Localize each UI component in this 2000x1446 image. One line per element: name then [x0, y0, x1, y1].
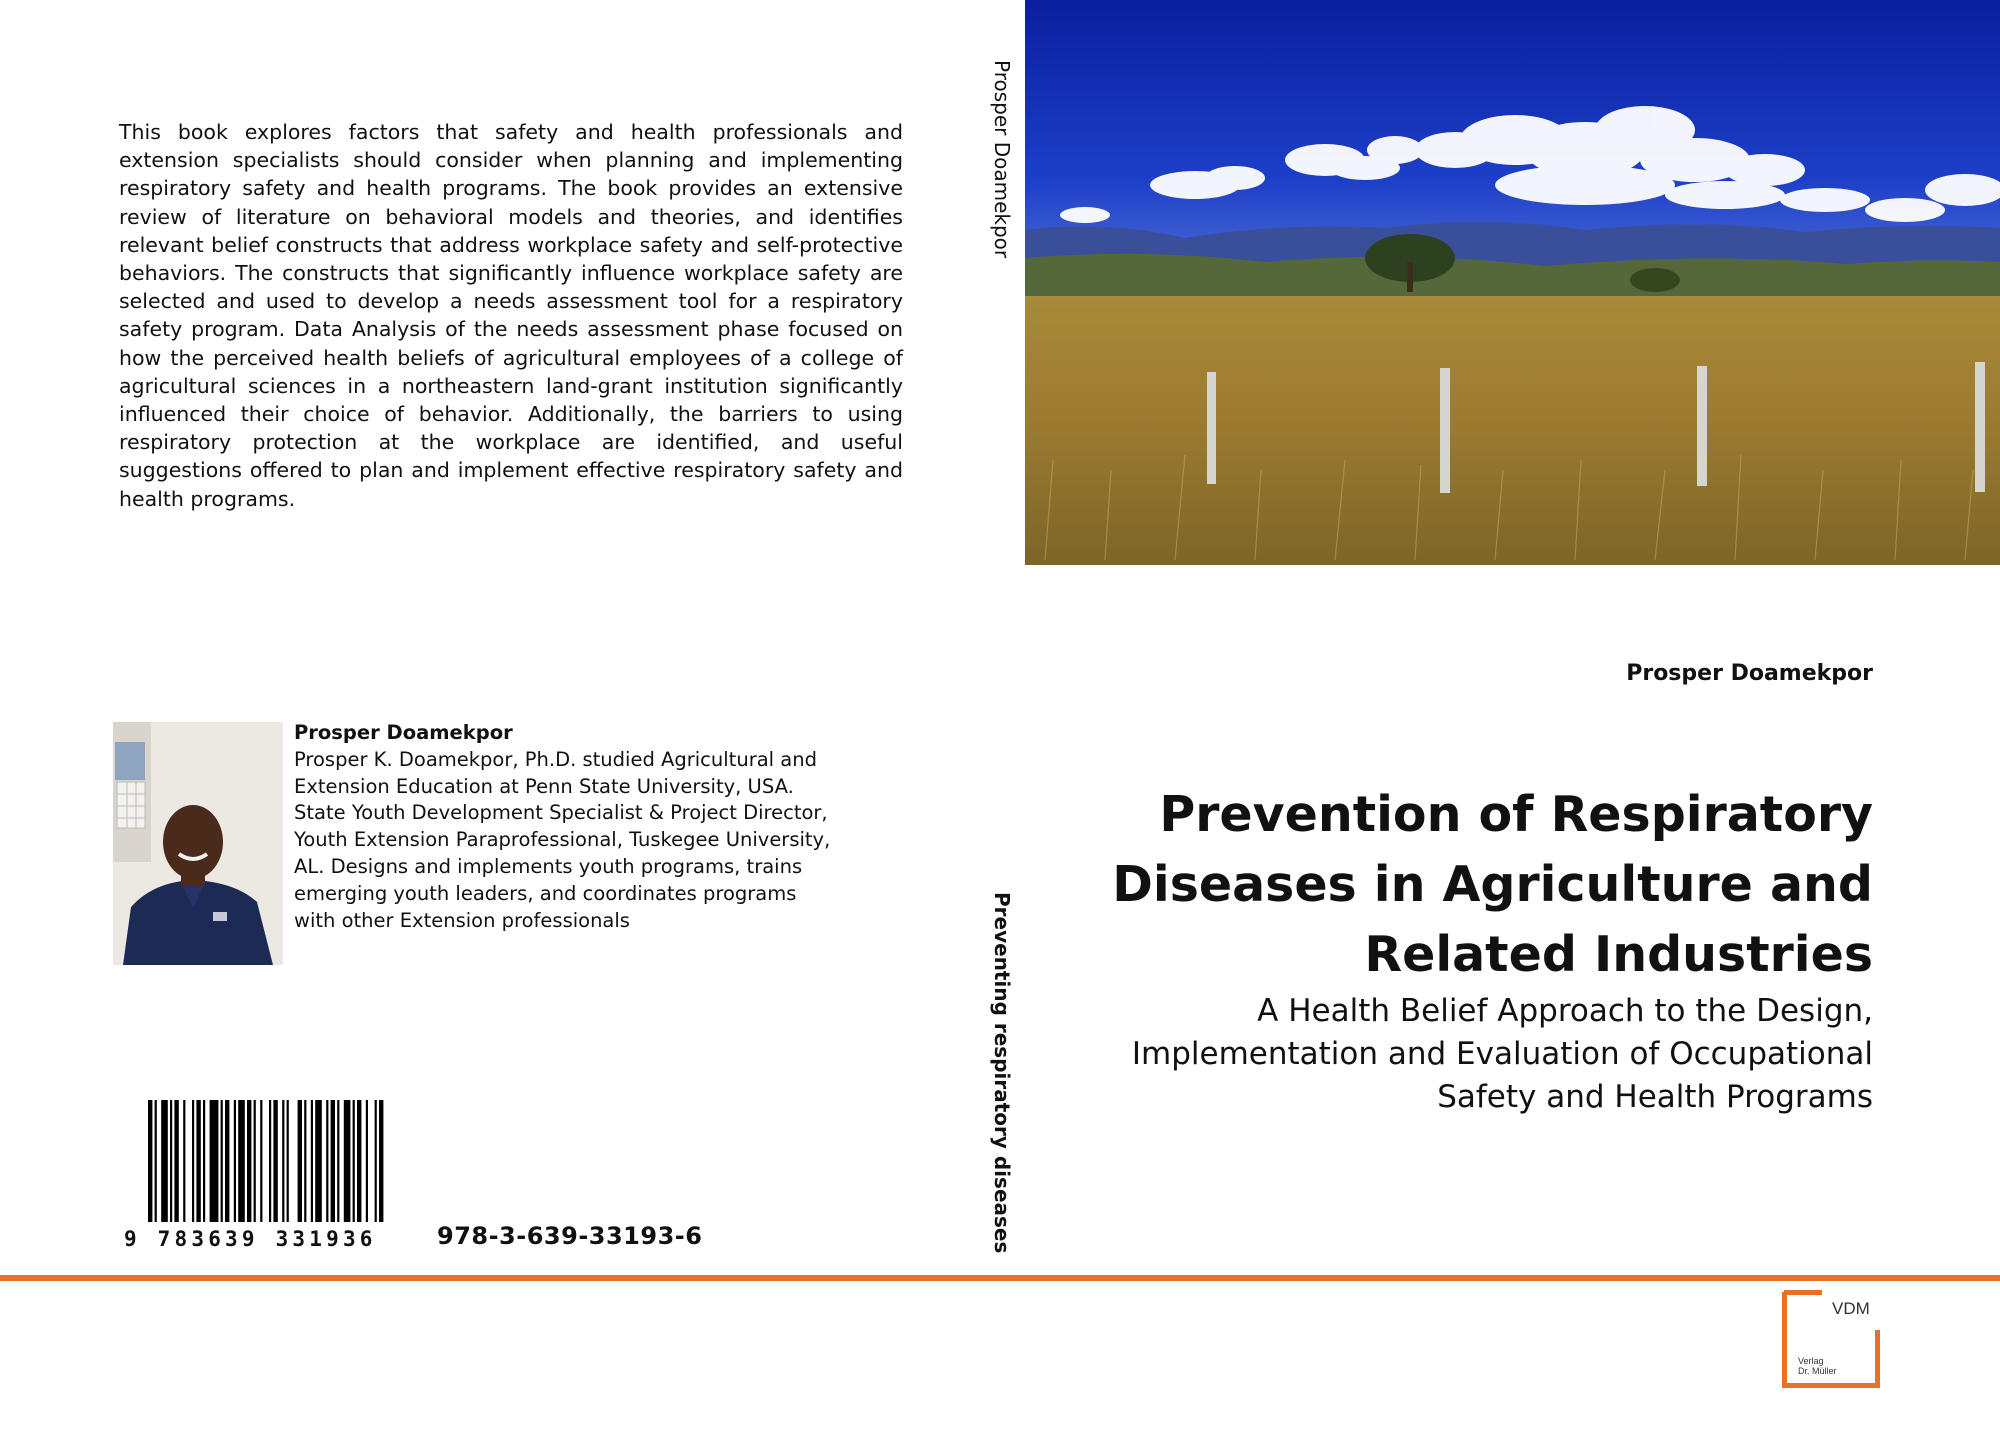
barcode-bar	[260, 1100, 262, 1222]
barcode-bar	[337, 1100, 339, 1222]
publisher-line1: Verlag	[1798, 1356, 1824, 1366]
cover-photo	[1025, 0, 2000, 565]
back-cover-blurb: This book explores factors that safety and health professionals and extension specialists should consider when planning and implementing respiratory safety and health programs. The book provides an extensive review of literature on behavioral models and theories, and identifies relevant belief constructs that address workplace safety and self-protective behaviors. The constructs that significantly influence workplace safety are selected and used to develop a needs assessment tool for a respiratory safety program. Data Analysis of the needs assessment phase focused on how the perceived health beliefs of agricultural employees of a college of agricultural sciences in a northeastern land-grant institution significantly influenced their choice of behavior. Additionally, the barriers to using respiratory protection at the workplace are identified, and useful suggestions offered to plan and implement effective respiratory safety and health programs.	[119, 120, 903, 511]
barcode-bar	[238, 1100, 245, 1222]
barcode-bar	[161, 1100, 168, 1222]
author-bio-line: State Youth Development Specialist & Project Director,	[294, 801, 828, 825]
barcode-bar	[311, 1100, 313, 1222]
barcode-bar	[254, 1100, 256, 1222]
barcode-bars	[148, 1100, 383, 1222]
barcode-bar	[183, 1100, 185, 1222]
barcode-bar	[331, 1100, 335, 1222]
barcode-bar	[269, 1100, 271, 1222]
barcode-bar	[225, 1100, 229, 1222]
author-bio-name: Prosper Doamekpor	[294, 721, 513, 744]
spine-author: Prosper Doamekpor	[990, 60, 1014, 259]
barcode-bar	[353, 1100, 355, 1222]
barcode-bar	[315, 1100, 322, 1222]
barcode-bar	[192, 1100, 194, 1222]
author-bio-line: Prosper K. Doamekpor, Ph.D. studied Agricultural and	[294, 747, 817, 771]
book-subtitle	[973, 990, 1873, 1119]
barcode-bar	[170, 1100, 172, 1222]
barcode-bar	[247, 1100, 251, 1222]
publisher-logo	[1782, 1290, 1880, 1388]
book-subtitle-line: Safety and Health Programs	[1437, 1079, 1873, 1115]
author-bio	[294, 720, 874, 934]
barcode-bar	[234, 1100, 236, 1222]
barcode-bar	[148, 1100, 152, 1222]
barcode-bar	[210, 1100, 219, 1222]
author-photo	[113, 722, 283, 965]
landscape-image	[1025, 0, 2000, 565]
author-portrait-image	[113, 722, 283, 965]
barcode-bar	[287, 1100, 289, 1222]
front-cover-author: Prosper Doamekpor	[1626, 661, 1873, 686]
publisher-name: VDM	[1832, 1299, 1870, 1318]
book-title-line: Related Industries	[1364, 926, 1873, 983]
barcode-bar	[282, 1100, 284, 1222]
barcode-bar	[174, 1100, 178, 1222]
isbn-barcode	[114, 1100, 414, 1250]
author-bio-line: Youth Extension Paraprofessional, Tuskegee University,	[294, 828, 831, 852]
book-subtitle-line: A Health Belief Approach to the Design,	[1257, 993, 1873, 1029]
barcode-bar	[273, 1100, 277, 1222]
barcode-bar	[366, 1100, 368, 1222]
barcode-bar	[344, 1100, 351, 1222]
barcode-bar	[203, 1100, 205, 1222]
isbn-number: 978-3-639-33193-6	[437, 1222, 703, 1250]
book-title	[973, 780, 1873, 990]
vdm-logo-icon	[1782, 1290, 1880, 1388]
barcode-bar	[357, 1100, 361, 1222]
bottom-divider	[0, 1275, 2000, 1281]
barcode-bar	[221, 1100, 223, 1222]
barcode-digits: 9 783639 331936	[124, 1227, 377, 1250]
author-bio-line: Extension Education at Penn State University, USA.	[294, 774, 794, 798]
book-title-line: Diseases in Agriculture and	[1112, 856, 1873, 913]
barcode-bar	[326, 1100, 328, 1222]
author-bio-line: emerging youth leaders, and coordinates programs	[294, 881, 797, 905]
barcode-image	[114, 1100, 414, 1250]
barcode-bar	[304, 1100, 306, 1222]
barcode-bar	[375, 1100, 377, 1222]
publisher-line2: Dr. Müller	[1798, 1366, 1837, 1376]
author-bio-line: AL. Designs and implements youth programs, trains	[294, 854, 803, 878]
book-subtitle-line: Implementation and Evaluation of Occupational	[1131, 1036, 1873, 1072]
spine-title: Preventing respiratory diseases	[990, 892, 1014, 1254]
barcode-bar	[155, 1100, 157, 1222]
author-bio-line: with other Extension professionals	[294, 908, 630, 932]
book-title-line: Prevention of Respiratory	[1159, 786, 1873, 843]
barcode-bar	[298, 1100, 302, 1222]
barcode-bar	[379, 1100, 383, 1222]
barcode-bar	[196, 1100, 200, 1222]
